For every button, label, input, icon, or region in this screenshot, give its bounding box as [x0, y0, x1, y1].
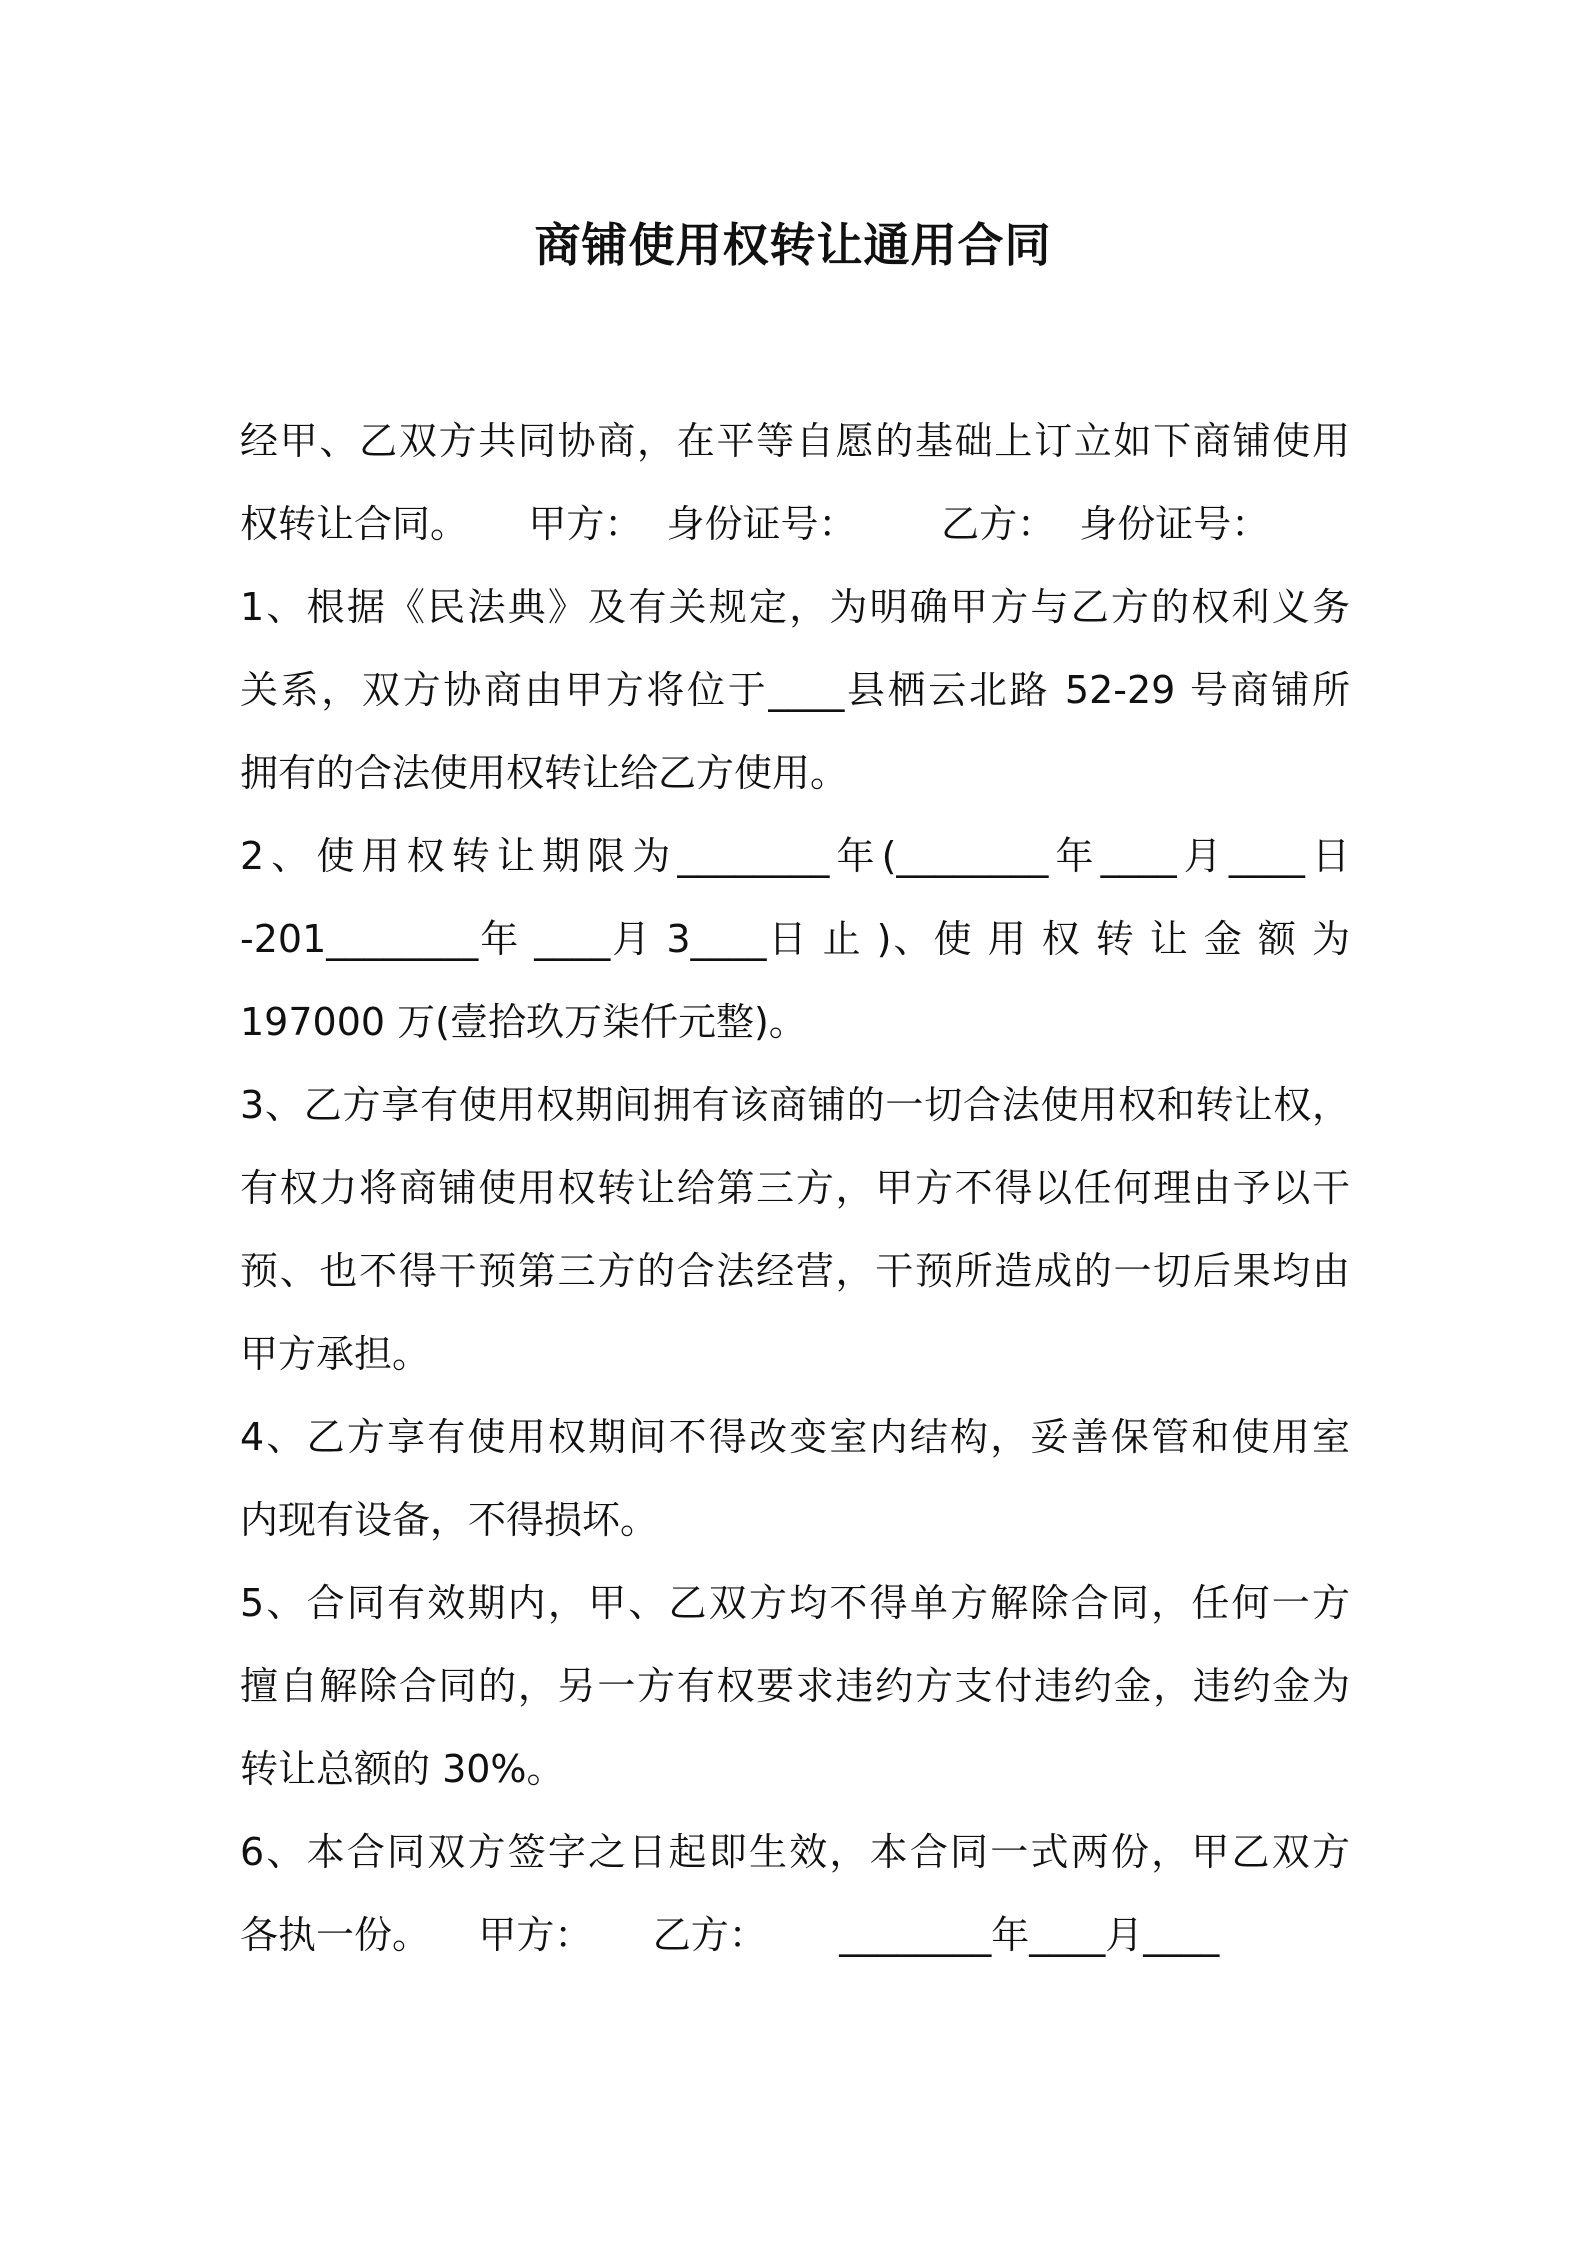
text-line: 6、本合同双方签字之日起即生效，本合同一式两份，甲乙双方: [240, 1830, 1350, 1874]
text-line: 1、根据《民法典》及有关规定，为明确甲方与乙方的权利义务: [240, 585, 1350, 629]
text-line: 2、使用权转让期限为________年(________年____月____日: [240, 834, 1350, 878]
text-line: 擅自解除合同的，另一方有权要求违约方支付违约金，违约金为: [240, 1664, 1350, 1708]
text-line: 3、乙方享有使用权期间拥有该商铺的一切合法使用权和转让权，: [240, 1083, 1350, 1127]
document-title: 商铺使用权转让通用合同: [534, 218, 1052, 272]
text-line: 关系，双方协商由甲方将位于____县栖云北路 52-29 号商铺所: [240, 668, 1350, 712]
text-line: 预、也不得干预第三方的合法经营，干预所造成的一切后果均由: [240, 1249, 1350, 1293]
text-line: 内现有设备，不得损坏。: [240, 1498, 659, 1542]
text-line: 4、乙方享有使用权期间不得改变室内结构，妥善保管和使用室: [240, 1415, 1350, 1459]
text-line: 转让总额的 30%。: [240, 1747, 565, 1791]
text-line: 5、合同有效期内，甲、乙双方均不得单方解除合同，任何一方: [240, 1581, 1350, 1625]
text-line: 甲方承担。: [240, 1332, 431, 1376]
text-line: 拥有的合法使用权转让给乙方使用。: [240, 751, 849, 795]
text-line: 有权力将商铺使用权转让给第三方，甲方不得以任何理由予以干: [240, 1166, 1350, 1210]
text-line: -201________年 ____月 3____日 止 )、使 用 权 转 让 金 额 为: [240, 917, 1350, 961]
text-line: 各执一份。 甲方： 乙方： ________年____月____: [240, 1913, 1220, 1957]
text-line: 经甲、乙双方共同协商，在平等自愿的基础上订立如下商铺使用: [240, 419, 1350, 463]
text-line: 197000 万(壹拾玖万柒仟元整)。: [240, 1000, 807, 1044]
text-line: 权转让合同。 甲方： 身份证号： 乙方： 身份证号：: [240, 502, 1270, 546]
document-body: [240, 400, 1350, 1977]
